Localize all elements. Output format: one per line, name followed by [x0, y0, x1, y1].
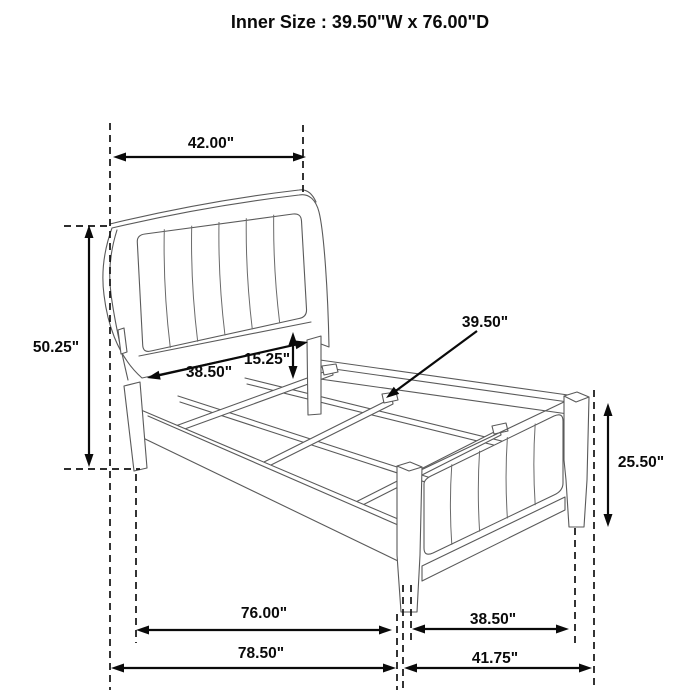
footboard-far-post	[564, 392, 589, 527]
headboard-right-stile	[307, 336, 321, 415]
dim-inner-length	[136, 605, 392, 635]
dim-footboard-height	[604, 403, 665, 527]
bed-drawing	[103, 190, 589, 612]
headboard	[103, 190, 329, 471]
front-side-rail	[141, 410, 398, 561]
dim-headboard-width-label: 42.00"	[187, 135, 235, 152]
dim-footboard-overall-width	[404, 650, 592, 673]
dim-headboard-width	[113, 135, 306, 162]
dim-slat-width-label: 39.50"	[461, 314, 509, 331]
dim-rail-height-label: 15.25"	[243, 351, 291, 368]
dim-headboard-inner-width-label: 38.50"	[185, 364, 233, 381]
dim-overall-length	[111, 645, 396, 673]
dim-footboard-overall-width-label: 41.75"	[471, 650, 519, 667]
headboard-left-leg	[124, 382, 147, 471]
inner-size-title: Inner Size : 39.50"W x 76.00"D	[230, 12, 490, 32]
dim-headboard-height	[33, 225, 94, 467]
dim-overall-length-label: 78.50"	[237, 645, 285, 662]
dim-inner-length-label: 76.00"	[240, 605, 288, 622]
footboard-near-post	[397, 462, 422, 612]
dim-footboard-inner-width-label: 38.50"	[469, 611, 517, 628]
dim-footboard-height-label: 25.50"	[617, 454, 665, 471]
dim-footboard-inner-width	[412, 611, 569, 634]
footboard	[397, 392, 589, 612]
dim-headboard-height-label: 50.25"	[32, 339, 80, 356]
